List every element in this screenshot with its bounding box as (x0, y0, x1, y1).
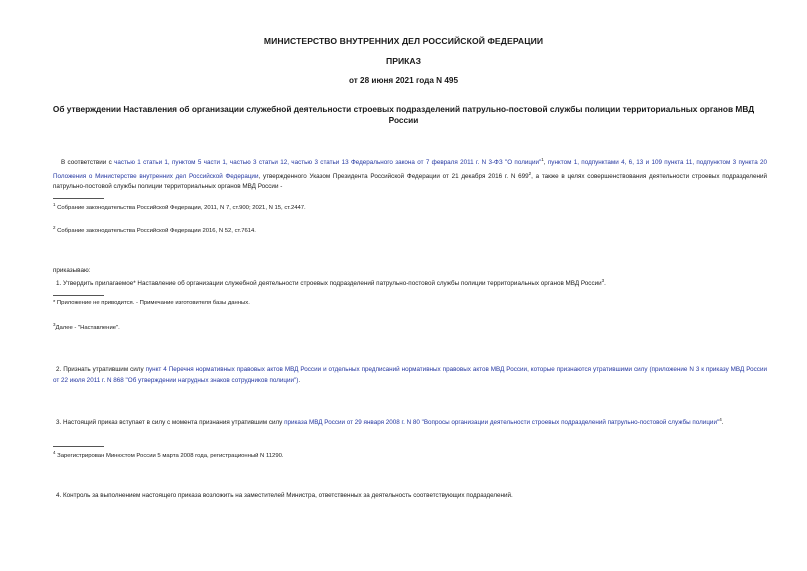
footnote-2-text: Собрание законодательства Российской Федерации 2016, N 52, ст.7614. (57, 228, 256, 234)
order-item-3-end: . (721, 419, 724, 426)
footnote-divider (53, 198, 104, 199)
document-date-number: от 28 июня 2021 года N 495 (348, 76, 459, 85)
preamble-text-3: , утвержденного Указом Президента Российской Федерации от 21 декабря 2016 г. N 699 (258, 172, 529, 180)
footnote-ref-4[interactable]: 4 (719, 417, 722, 422)
footnote-ref-1[interactable]: 1 (541, 157, 544, 162)
footnote-1-mark: 1 (53, 202, 56, 207)
link-mvd-regulation[interactable]: пунктом 1, подпунктами 4, 6, 13 и 109 пункта 11, подпунктом 3 пункта 20 Положения о Министерстве внутренних дел Российской Федерации (53, 159, 768, 180)
order-item-2-text-1: 2. Признать утратившим силу (56, 366, 146, 373)
footnote-2 (53, 224, 256, 235)
footnote-1 (53, 201, 306, 212)
order-item-1 (53, 276, 767, 290)
footnote-asterisk: * Приложение не приводится. - Примечание изготовителя базы данных. (53, 300, 250, 306)
footnote-ref-3[interactable]: 3 (601, 278, 605, 283)
order-item-2-end: . (298, 376, 301, 384)
order-item-1-text: 1. Утвердить прилагаемое* Наставление об организации служебной деятельности строевых подразделений патрульно-постовой службы полиции территориальных органов МВД России (56, 280, 602, 287)
preamble-text-4: , а также в целях совершенствования деятельности строевых подразделений патрульно-постовой службы полиции территориальных органов МВД России - (53, 172, 767, 190)
order-word: приказываю: (53, 267, 91, 274)
preamble-text-1: В соответствии с (61, 159, 115, 166)
link-repealed-acts[interactable]: пункт 4 Перечня нормативных правовых актов МВД России и отдельных предписаний нормативных правовых актов МВД России, которые признаются утратившими силу (приложение N 3 к приказу МВД России от 22 июля 2011 г. N 868 "Об утверждении нагрудных знаков сотрудников полиции") (53, 366, 767, 384)
document-type: ПРИКАЗ (386, 56, 421, 66)
footnote-4-mark: 4 (53, 450, 56, 455)
footnote-divider (53, 446, 104, 447)
link-order-80[interactable]: приказа МВД России от 29 января 2008 г. N 80 "Вопросы организации деятельности строевых подразделений патрульно-постовой службы полиции" (284, 419, 720, 426)
footnote-2-mark: 2 (53, 225, 56, 230)
ministry-name: МИНИСТЕРСТВО ВНУТРЕННИХ ДЕЛ РОССИЙСКОЙ ФЕДЕРАЦИИ (263, 36, 544, 46)
preamble-text-2: , (543, 159, 548, 166)
order-item-1-end: . (604, 280, 606, 287)
footnote-divider (53, 295, 104, 296)
footnote-3-mark: 3 (53, 322, 56, 327)
order-item-3-text-1: 3. Настоящий приказ вступает в силу с момента признания утратившим силу (56, 419, 285, 426)
preamble-paragraph (53, 155, 767, 193)
order-item-4: 4. Контроль за выполнением настоящего приказа возложить на заместителей Министра, ответственных за деятельность соответствующих подразделений. (56, 492, 513, 499)
footnote-ref-2[interactable]: 2 (528, 170, 532, 176)
link-police-law[interactable]: частью 1 статьи 1, пунктом 5 части 1, частью 3 статьи 12, частью 3 статьи 13 Федерального закона от 7 февраля 2011 г. N 3-ФЗ "О полиции" (114, 159, 542, 166)
footnote-1-text: Собрание законодательства Российской Федерации, 2011, N 7, ст.900; 2021, N 15, ст.2447. (57, 205, 306, 211)
order-item-3 (53, 415, 767, 429)
footnote-3 (53, 321, 120, 332)
document-title: Об утверждении Наставления об организации служебной деятельности строевых подразделений патрульно-постовой службы полиции территориальных органов МВД России (52, 104, 755, 125)
footnote-4-text: Зарегистрирован Минюстом России 5 марта 2008 года, регистрационный N 11290. (57, 453, 284, 459)
footnote-4 (53, 449, 284, 460)
order-item-2 (53, 365, 767, 386)
footnote-3-text: Далее - "Наставление". (55, 325, 120, 331)
